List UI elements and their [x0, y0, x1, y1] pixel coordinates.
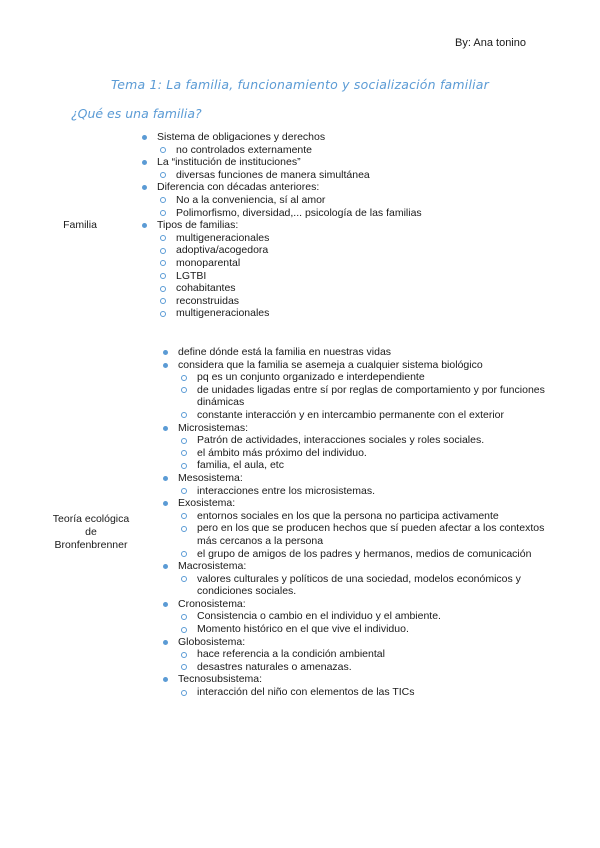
sub-list-item: reconstruidas — [140, 295, 490, 308]
sub-list-item: pq es un conjunto organizado e interdependiente — [161, 371, 566, 384]
teoria-ecologica-label — [36, 513, 146, 552]
sub-list-item: entornos sociales en los que la persona no participa activamente — [161, 510, 566, 523]
sub-list-item: Polimorfismo, diversidad,... psicología de las familias — [140, 207, 490, 220]
sub-list-item: desastres naturales o amenazas. — [161, 661, 566, 674]
sub-list-item: multigeneracionales — [140, 307, 490, 320]
section-subtitle: ¿Qué es una familia? — [71, 106, 202, 121]
sub-list-item: familia, el aula, etc — [161, 459, 566, 472]
sub-list-item: no controlados externamente — [140, 144, 490, 157]
list-item: Cronosistema: — [161, 598, 566, 611]
list-item: Diferencia con décadas anteriores: — [140, 181, 490, 194]
teoria-label-line: de — [85, 526, 97, 538]
familia-list — [140, 131, 490, 320]
sub-list-item: pero en los que se producen hechos que sí pueden afectar a los contextos más cercanos a la persona — [161, 522, 566, 547]
list-item: La “institución de instituciones” — [140, 156, 490, 169]
list-item: Globosistema: — [161, 636, 566, 649]
sub-list-item: de unidades ligadas entre sí por reglas de comportamiento y por funciones dinámicas — [161, 384, 566, 409]
sub-list-item: Patrón de actividades, interacciones sociales y roles sociales. — [161, 434, 566, 447]
sub-list-item: Momento histórico en el que vive el individuo. — [161, 623, 566, 636]
sub-list-item: multigeneracionales — [140, 232, 490, 245]
sub-list-item: el ámbito más próximo del individuo. — [161, 447, 566, 460]
teoria-label-line: Bronfenbrenner — [54, 539, 128, 551]
list-item: Tecnosubsistema: — [161, 673, 566, 686]
sub-list-item: valores culturales y políticos de una sociedad, modelos económicos y condiciones sociales. — [161, 573, 566, 598]
sub-list-item: Consistencia o cambio en el individuo y el ambiente. — [161, 610, 566, 623]
list-item: Macrosistema: — [161, 560, 566, 573]
sub-list-item: No a la conveniencia, sí al amor — [140, 194, 490, 207]
sub-list-item: interacción del niño con elementos de las TICs — [161, 686, 566, 699]
list-item: Microsistemas: — [161, 422, 566, 435]
list-item: Tipos de familias: — [140, 219, 490, 232]
list-item: Exosistema: — [161, 497, 566, 510]
sub-list-item: cohabitantes — [140, 282, 490, 295]
sub-list-item: adoptiva/acogedora — [140, 244, 490, 257]
list-item: Mesosistema: — [161, 472, 566, 485]
sub-list-item: hace referencia a la condición ambiental — [161, 648, 566, 661]
sub-list-item: interacciones entre los microsistemas. — [161, 485, 566, 498]
list-item: Sistema de obligaciones y derechos — [140, 131, 490, 144]
sub-list-item: diversas funciones de manera simultánea — [140, 169, 490, 182]
sub-list-item: constante interacción y en intercambio permanente con el exterior — [161, 409, 566, 422]
author-credit: By: Ana tonino — [455, 37, 526, 49]
teoria-label-line: Teoría ecológica — [52, 513, 130, 525]
sub-list-item: el grupo de amigos de los padres y hermanos, medios de comunicación — [161, 548, 566, 561]
familia-label: Familia — [63, 219, 97, 231]
teoria-ecologica-list — [161, 346, 566, 699]
list-item: define dónde está la familia en nuestras vidas — [161, 346, 566, 359]
sub-list-item: monoparental — [140, 257, 490, 270]
page-title: Tema 1: La familia, funcionamiento y socialización familiar — [110, 77, 490, 92]
sub-list-item: LGTBI — [140, 270, 490, 283]
list-item: considera que la familia se asemeja a cualquier sistema biológico — [161, 359, 566, 372]
